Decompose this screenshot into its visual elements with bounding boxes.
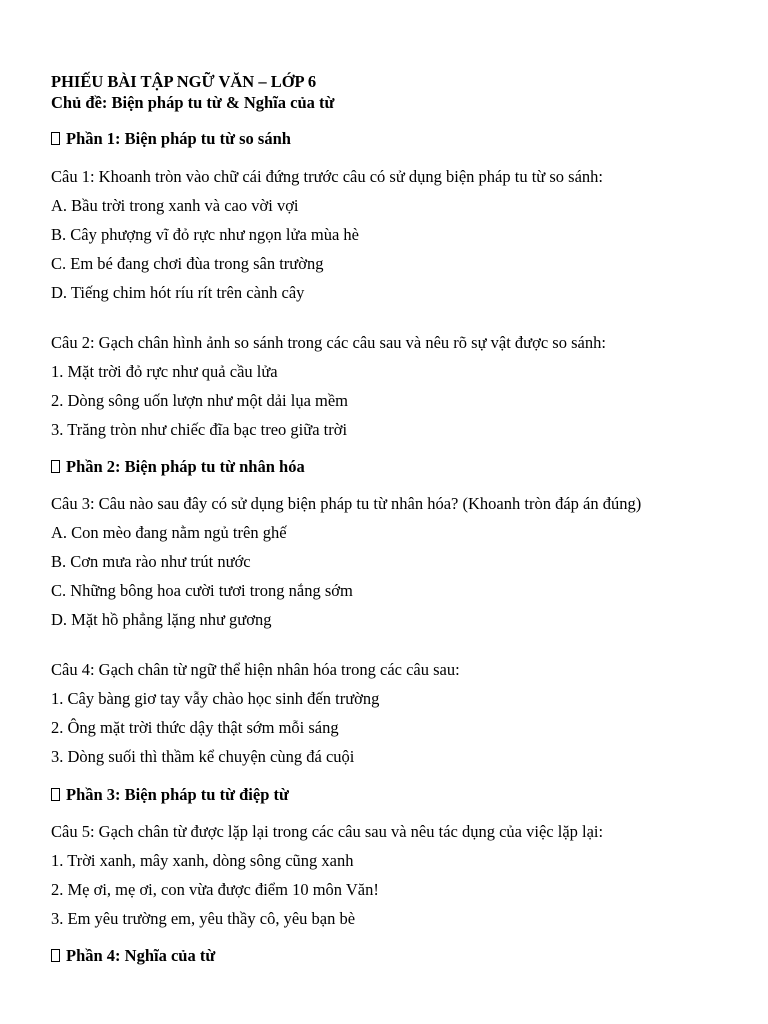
list-item: 2. Dòng sông uốn lượn như một dải lụa mềm bbox=[51, 391, 349, 410]
section-heading-text: Phần 4: Nghĩa của từ bbox=[66, 946, 216, 965]
section-heading-text: Phần 1: Biện pháp tu từ so sánh bbox=[66, 129, 291, 148]
section-heading-text: Phần 2: Biện pháp tu từ nhân hóa bbox=[66, 457, 305, 476]
question-prompt: Câu 1: Khoanh tròn vào chữ cái đứng trước câu có sử dụng biện pháp tu từ so sánh: bbox=[51, 167, 603, 186]
section-heading bbox=[51, 946, 215, 966]
missing-glyph-icon bbox=[51, 132, 60, 145]
worksheet-subtitle: Chủ đề: Biện pháp tu từ & Nghĩa của từ bbox=[51, 93, 335, 112]
question-prompt: Câu 4: Gạch chân từ ngữ thể hiện nhân hóa trong các câu sau: bbox=[51, 660, 460, 679]
section-heading bbox=[51, 457, 305, 477]
answer-option: D. Tiếng chim hót ríu rít trên cành cây bbox=[51, 283, 305, 302]
answer-option: A. Con mèo đang nằm ngủ trên ghế bbox=[51, 523, 287, 542]
answer-option: C. Những bông hoa cười tươi trong nắng sớm bbox=[51, 581, 353, 600]
answer-option: B. Cơn mưa rào như trút nước bbox=[51, 552, 251, 571]
worksheet-title: PHIẾU BÀI TẬP NGỮ VĂN – LỚP 6 bbox=[51, 72, 317, 91]
answer-option: B. Cây phượng vĩ đỏ rực như ngọn lửa mùa hè bbox=[51, 225, 359, 244]
list-item: 3. Dòng suối thì thầm kể chuyện cùng đá cuội bbox=[51, 747, 355, 766]
question-prompt: Câu 5: Gạch chân từ được lặp lại trong các câu sau và nêu tác dụng của việc lặp lại: bbox=[51, 822, 604, 841]
list-item: 1. Mặt trời đỏ rực như quả cầu lửa bbox=[51, 362, 278, 381]
section-heading bbox=[51, 785, 289, 805]
list-item: 2. Mẹ ơi, mẹ ơi, con vừa được điểm 10 môn Văn! bbox=[51, 880, 379, 899]
answer-option: C. Em bé đang chơi đùa trong sân trường bbox=[51, 254, 324, 273]
list-item: 1. Cây bàng giơ tay vẫy chào học sinh đến trường bbox=[51, 689, 380, 708]
section-heading bbox=[51, 129, 291, 149]
list-item: 3. Trăng tròn như chiếc đĩa bạc treo giữa trời bbox=[51, 420, 348, 439]
list-item: 2. Ông mặt trời thức dậy thật sớm mỗi sáng bbox=[51, 718, 339, 737]
question-prompt: Câu 2: Gạch chân hình ảnh so sánh trong các câu sau và nêu rõ sự vật được so sánh: bbox=[51, 333, 606, 352]
question-prompt: Câu 3: Câu nào sau đây có sử dụng biện pháp tu từ nhân hóa? (Khoanh tròn đáp án đúng) bbox=[51, 494, 642, 513]
missing-glyph-icon bbox=[51, 460, 60, 473]
missing-glyph-icon bbox=[51, 949, 60, 962]
list-item: 1. Trời xanh, mây xanh, dòng sông cũng xanh bbox=[51, 851, 354, 870]
answer-option: D. Mặt hồ phẳng lặng như gương bbox=[51, 610, 272, 629]
list-item: 3. Em yêu trường em, yêu thầy cô, yêu bạn bè bbox=[51, 909, 356, 928]
answer-option: A. Bầu trời trong xanh và cao vời vợi bbox=[51, 196, 299, 215]
missing-glyph-icon bbox=[51, 788, 60, 801]
section-heading-text: Phần 3: Biện pháp tu từ điệp từ bbox=[66, 785, 289, 804]
